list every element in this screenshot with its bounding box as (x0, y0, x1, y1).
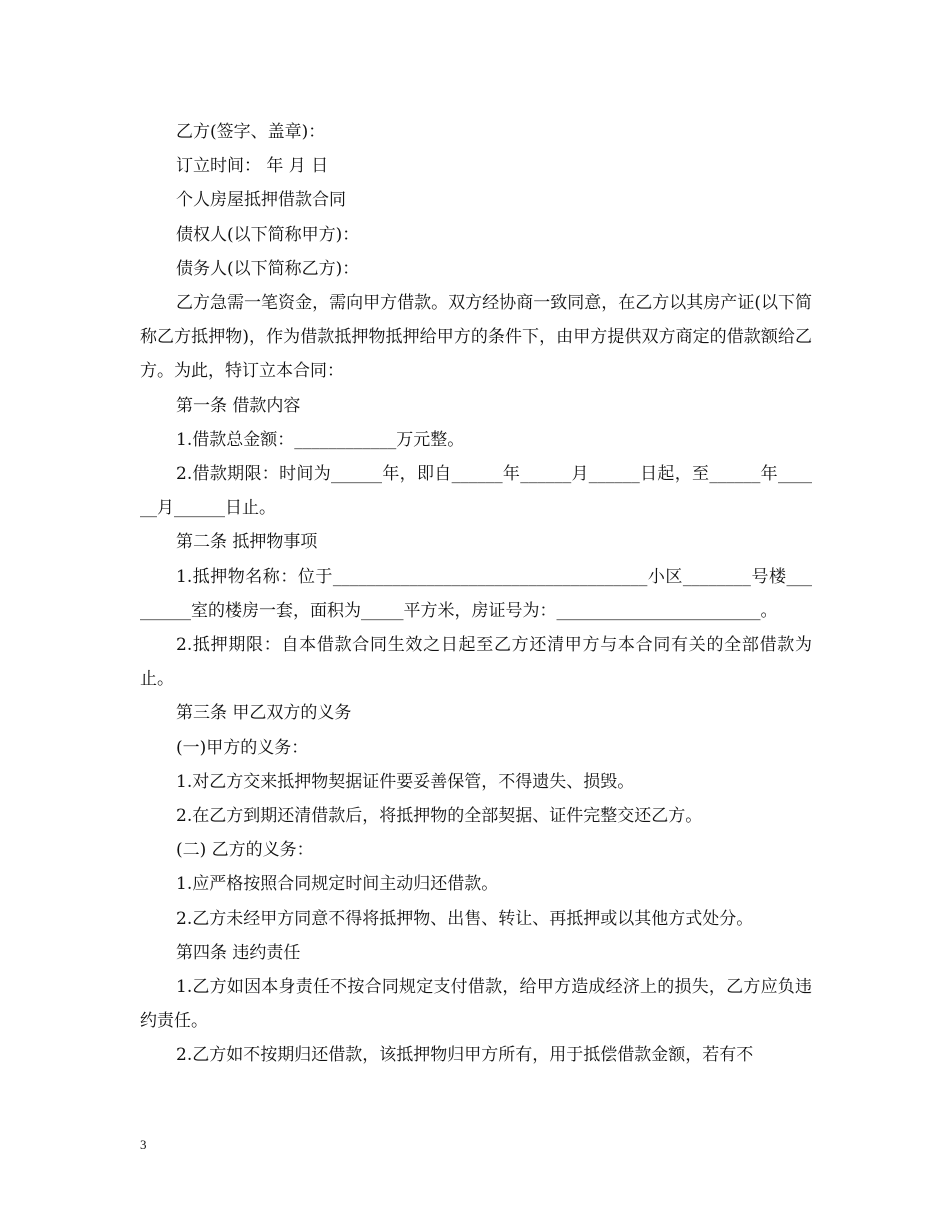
breach-clause-1: 1.乙方如因本身责任不按合同规定支付借款，给甲方造成经济上的损失，乙方应负违约责任。 (140, 977, 812, 1032)
contract-preamble: 乙方急需一笔资金，需向甲方借款。双方经协商一致同意，在乙方以其房产证(以下简称乙方抵押物)，作为借款抵押物抵押给甲方的条件下，由甲方提供双方商定的借款额给乙方。为此，特订立本合同： (140, 293, 812, 382)
breach-clause-2: 2.乙方如不按期归还借款，该抵押物归甲方所有，用于抵偿借款金额，若有不 (176, 1045, 754, 1066)
party-a-obligation-1: 1.对乙方交来抵押物契据证件要妥善保管，不得遗失、损毁。 (176, 771, 635, 792)
loan-amount-clause: 1.借款总金额：____________万元整。 (176, 429, 465, 450)
article-4-heading: 第四条 违约责任 (176, 942, 301, 963)
party-b-obligation-1: 1.应严格按照合同规定时间主动归还借款。 (176, 874, 499, 895)
party-b-signature-line: 乙方(签字、盖章)： (176, 122, 326, 142)
party-a-obligations-heading: (一)甲方的义务： (176, 737, 309, 758)
debtor-line: 债务人(以下简称乙方)： (176, 258, 360, 279)
page-number: 3 (140, 1137, 147, 1152)
contract-title: 个人房屋抵押借款合同 (176, 190, 346, 211)
party-b-obligation-2: 2.乙方未经甲方同意不得将抵押物、出售、转让、再抵押或以其他方式处分。 (176, 908, 754, 929)
party-a-obligation-2: 2.在乙方到期还清借款后，将抵押物的全部契据、证件完整交还乙方。 (176, 806, 703, 827)
loan-term-clause: 2.借款期限：时间为______年，即自______年______月______日起，至______年______月______日止。 (140, 464, 812, 519)
article-2-heading: 第二条 抵押物事项 (176, 532, 318, 553)
party-b-obligations-heading: (二) 乙方的义务： (176, 840, 314, 861)
signing-date-line: 订立时间： 年 月 日 (176, 156, 329, 177)
collateral-name-clause: 1.抵押物名称：位于_____________________________________小区________号楼_________室的楼房一套，面积为_____平方米，房证号为：________________________。 (140, 566, 812, 621)
creditor-line: 债权人(以下简称甲方)： (176, 224, 360, 245)
collateral-term-clause: 2.抵押期限：自本借款合同生效之日起至乙方还清甲方与本合同有关的全部借款为止。 (140, 635, 812, 690)
contract-body (140, 115, 812, 1073)
article-1-heading: 第一条 借款内容 (176, 395, 301, 416)
article-3-heading: 第三条 甲乙双方的义务 (176, 703, 352, 724)
